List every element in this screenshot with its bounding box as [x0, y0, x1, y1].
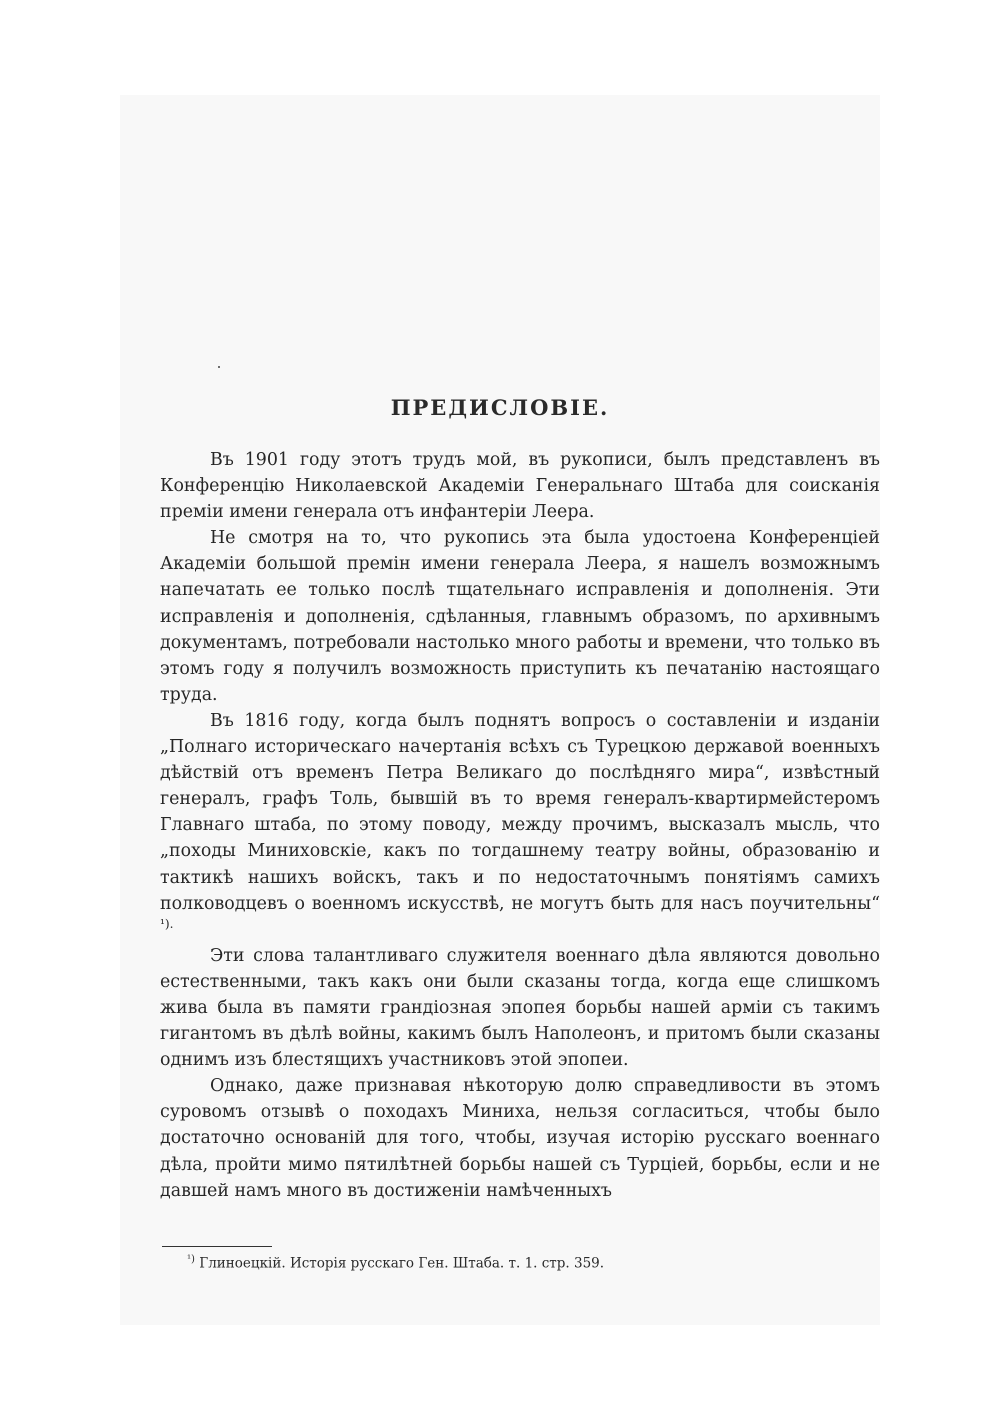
footnote-text: Глиноецкій. Исторія русскаго Ген. Штаба. т. 1. стр. 359.	[199, 1255, 605, 1272]
page-title: ПРЕДИСЛОВІЕ.	[390, 395, 610, 420]
footnote-mark: ¹)	[187, 1254, 195, 1265]
paragraph	[160, 708, 880, 943]
paragraph-text: Въ 1816 году, когда былъ поднятъ вопросъ о составленіи и изданіи „Полнаго историческаго начертанія всѣхъ съ Турецкою державой военныхъ дѣйствій отъ временъ Петра Великаго до послѣдняго мира“, извѣстный генералъ, графъ Толь, бывшій въ то время генералъ-квартирмейстеромъ Главнаго штаба, по этому поводу, между прочимъ, высказалъ мысль, что „походы Миниховскіе, какъ по тогдашнему театру войны, образованію и тактикѣ нашихъ войскъ, такъ и по недостаточнымъ понятіямъ самихъ полководцевъ о военномъ искусствѣ, не могутъ быть для насъ поучительны“	[160, 710, 880, 914]
paragraph: Въ 1901 году этотъ трудъ мой, въ рукописи, былъ представленъ въ Конференцію Николаевской Академіи Генеральнаго Штаба для соисканія преміи имени генерала отъ инфантеріи Леера.	[160, 450, 880, 523]
footnote-reference: ¹).	[160, 916, 174, 931]
paragraph: Однако, даже признавая нѣкоторую долю справедливости въ этомъ суровомъ отзывѣ о походахъ Миниха, нельзя согласиться, чтобы было достаточно основаній для того, чтобы, изучая исторію русскаго военнаго дѣла, пройти мимо пятилѣтней борьбы нашей съ Турціей, борьбы, если и не давшей намъ много въ достиженіи намѣченныхъ	[160, 1076, 880, 1201]
paragraph: Не смотря на то, что рукопись эта была удостоена Конференціей Академіи большой премін имени генерала Леера, я нашелъ возможнымъ напечатать ее только послѣ тщательнаго исправленія и дополненія. Эти исправленія и дополненія, сдѣланныя, главнымъ образомъ, по архивнымъ документамъ, потребовали настолько много работы и времени, что только въ этомъ году я получилъ возможность приступить къ печатанію настоящаго труда.	[160, 528, 880, 705]
footnote	[187, 1254, 604, 1272]
paragraph: Эти слова талантливаго служителя военнаго дѣла являются довольно естественными, такъ какъ они были сказаны тогда, когда еще слишкомъ жива была въ памяти грандіозная эпопея борьбы нашей арміи съ такимъ гигантомъ въ дѣлѣ войны, какимъ былъ Наполеонъ, и притомъ были сказаны однимъ изъ блестящихъ участниковъ этой эпопеи.	[160, 945, 880, 1071]
scan-speck	[218, 366, 220, 368]
footnote-divider	[162, 1246, 272, 1247]
body-text	[160, 447, 880, 1204]
